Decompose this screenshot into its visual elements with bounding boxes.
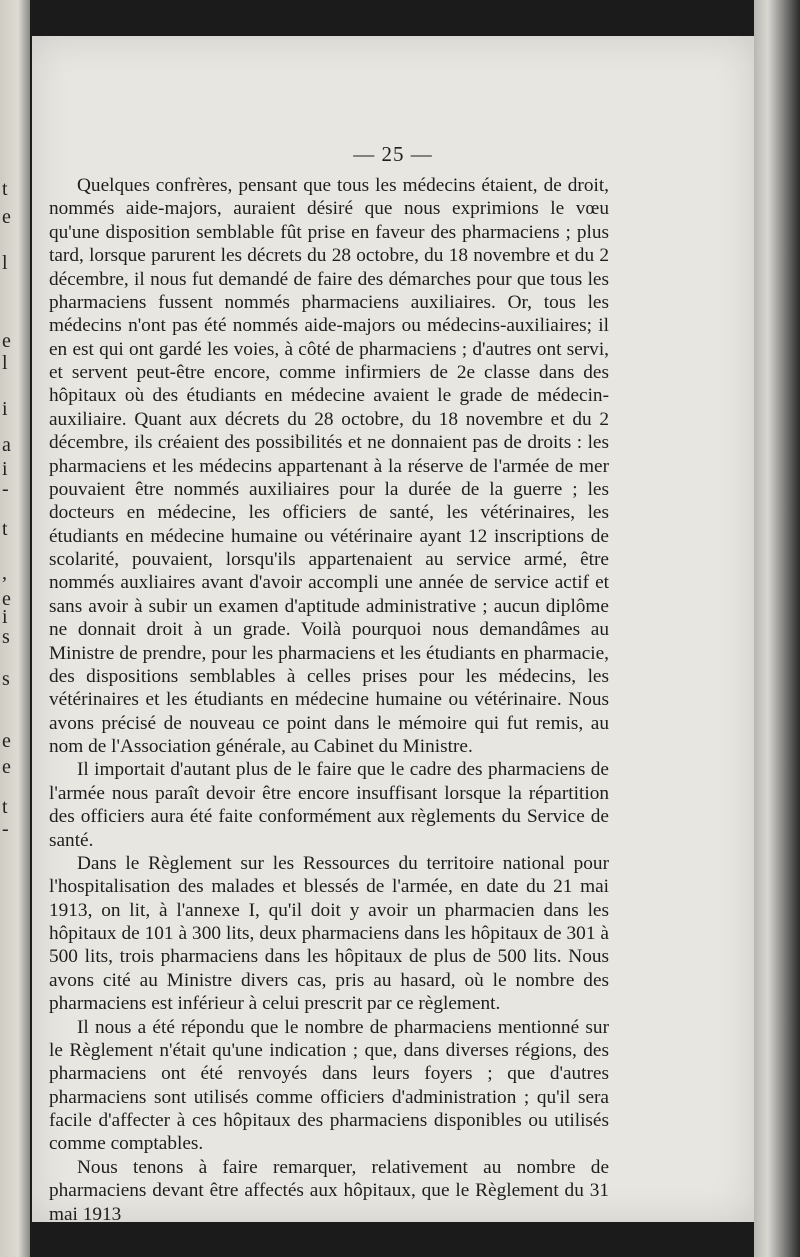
previous-page-edge xyxy=(0,0,30,1257)
prev-page-fragment: l xyxy=(2,352,8,374)
book-page xyxy=(32,36,754,1225)
prev-page-fragment: , xyxy=(2,562,7,584)
prev-page-fragment: t xyxy=(2,796,8,818)
page-number: — 25 — xyxy=(353,142,433,166)
prev-page-fragment: e xyxy=(2,756,11,778)
prev-page-fragment: s xyxy=(2,668,10,690)
page-right-edge xyxy=(754,0,800,1257)
paragraph: Il nous a été répondu que le nombre de pharmaciens mentionné sur le Règlement n'était qu'une indication ; que, dans diverses régions, des pharmaciens ont été renvoyés dans leurs foyers ; que d'autres pharmaciens sont utilisés comme officiers d'administration ; qu'il sera facile d'affecter à ces hôpitaux des pharmaciens disponibles ou utilisés comme comptables. xyxy=(49,1016,609,1155)
prev-page-fragment: - xyxy=(2,818,9,840)
prev-page-fragment: t xyxy=(2,518,8,540)
prev-page-fragment: e xyxy=(2,588,11,610)
paragraph: Nous tenons à faire remarquer, relativement au nombre de pharmaciens devant être affectés aux hôpitaux, que le Règlement du 31 mai 1913 xyxy=(49,1156,609,1225)
prev-page-fragment: - xyxy=(2,478,9,500)
prev-page-fragment: e xyxy=(2,330,11,352)
paragraph: Quelques confrères, pensant que tous les médecins étaient, de droit, nommés aide-majors, auraient désiré que nous exprimions le vœu qu'une disposition semblable fût prise en faveur des pharmaciens ; plus tard, lorsque parurent les décrets du 28 octobre, du 18 novembre et du 2 décembre, il nous fut demandé de faire des démarches pour que tous les pharmaciens fussent nommés pharmaciens auxiliaires. Or, tous les médecins n'ont pas été nommés aide-majors ou médecins-auxiliaires; il en est qui ont gardé les voies, à côté de pharmaciens ; d'autres ont servi, et servent peut-être encore, comme infirmiers de 2e classe dans des hôpitaux où des étudiants en médecine avaient le grade de médecin-auxiliaire. Quant aux décrets du 28 octobre, du 18 novembre et du 2 décembre, ils créaient des possibilités et ne donnaient pas de droits : les pharmaciens et les médecins appartenant à la réserve de l'armée de mer pouvaient être nommés auxiliaires pour la durée de la guerre ; les docteurs en médecine, les officiers de santé, les vétérinaires, les étudiants en médecine humaine ou vétérinaire ayant 12 inscriptions de scolarité, pouvaient, lorsqu'ils appartenaient au service armé, être nommés auxliaires avant d'avoir accompli une année de service actif et sans avoir à subir un examen d'aptitude administrative ; aucun diplôme ne donnait droit à un grade. Voilà pourquoi nous demandâmes au Ministre de prendre, pour les pharmaciens et les étudiants en pharmacie, des dispositions semblables à celles prises pour les médecins, les vétérinaires et les étudiants en médecine humaine ou vétérinaire. Nous avons précisé de nouveau ce point dans le mémoire qui fut remis, au nom de l'Association générale, au Cabinet du Ministre. xyxy=(49,175,609,757)
paragraph: Dans le Règlement sur les Ressources du territoire national pour l'hospitalisation des malades et blessés de l'armée, en date du 21 mai 1913, on lit, à l'annexe I, qu'il doit y avoir un pharmacien dans les hôpitaux de 101 à 300 lits, deux pharmaciens dans les hôpitaux de 301 à 500 lits, trois pharmaciens dans les hôpitaux de plus de 500 lits. Nous avons cité au Ministre divers cas, pris au hasard, où le nombre des pharmaciens est inférieur à celui prescrit par ce règlement. xyxy=(49,852,609,1015)
prev-page-fragment: a xyxy=(2,434,11,456)
prev-page-fragment: i xyxy=(2,398,8,420)
prev-page-fragment: i xyxy=(2,458,8,480)
prev-page-fragment: l xyxy=(2,252,8,274)
prev-page-fragment: i xyxy=(2,606,8,628)
prev-page-fragment: e xyxy=(2,730,11,752)
body-text xyxy=(49,174,609,1226)
prev-page-fragment: e xyxy=(2,206,11,228)
prev-page-fragment: s xyxy=(2,626,10,648)
paragraph: Il importait d'autant plus de le faire que le cadre des pharmaciens de l'armée nous paraît devoir être encore insuffisant lorsque la répartition des officiers aura été faite conformément aux règlements du Service de santé. xyxy=(49,759,609,851)
prev-page-fragment: t xyxy=(2,178,8,200)
